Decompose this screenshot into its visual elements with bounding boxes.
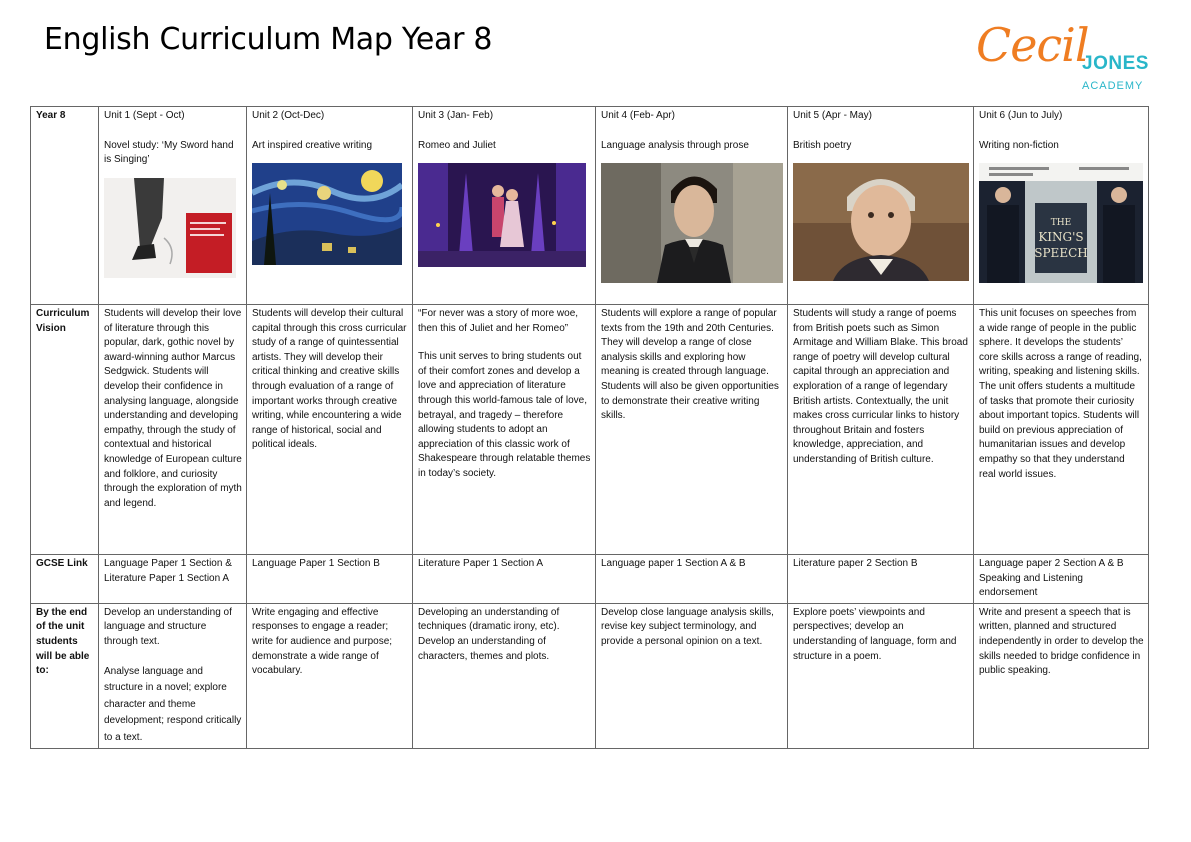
vision-cell-6: This unit focuses on speeches from a wide range of people in the public sphere. It develops the students’ core skills across a range of reading, writing, speaking and listening skills. The unit offers students a multitude of tasks that promote their curiosity about important topics. Students will build on previous appreciation of humanitarian issues and develop empathy so that they understand real world issues.	[974, 305, 1149, 555]
table-row-outcomes	[31, 603, 1149, 748]
unit-4-header	[596, 107, 788, 305]
victorian-portrait-image	[601, 163, 783, 283]
book-cover-image	[104, 178, 242, 278]
table-row-units	[31, 107, 1149, 305]
outcomes-cell-1	[99, 603, 247, 748]
row-label-gcse: GCSE Link	[31, 555, 99, 604]
unit-3-header	[413, 107, 596, 305]
outcomes-cell-3: Developing an understanding of techniques (dramatic irony, etc). Develop an understanding of characters, themes and plots.	[413, 603, 596, 748]
svg-text:KING'S: KING'S	[1038, 230, 1084, 245]
svg-text:SPEECH: SPEECH	[1034, 246, 1088, 261]
unit-6-topic: Writing non-fiction	[979, 139, 1059, 151]
gcse-cell-2: Language Paper 1 Section B	[247, 555, 413, 604]
unit-1-header	[99, 107, 247, 305]
unit-3-topic: Romeo and Juliet	[418, 139, 496, 151]
kings-speech-poster-image	[979, 163, 1144, 283]
unit-2-title: Unit 2 (Oct-Dec)	[252, 110, 325, 121]
gcse-cell-3: Literature Paper 1 Section A	[413, 555, 596, 604]
unit-2-header	[247, 107, 413, 305]
unit-5-title: Unit 5 (Apr - May)	[793, 110, 872, 121]
unit-4-title: Unit 4 (Feb- Apr)	[601, 110, 675, 121]
unit-5-topic: British poetry	[793, 139, 852, 151]
vision-cell-4-extra: Students will also be given opportunities to demonstrate their creative writing skills.	[601, 380, 779, 422]
gcse-cell-4: Language paper 1 Section A & B	[596, 555, 788, 604]
logo-jones-text: JONES	[1082, 53, 1149, 74]
page-title: English Curriculum Map Year 8	[44, 22, 493, 57]
table-row-gcse	[31, 555, 1149, 604]
svg-text:THE: THE	[1050, 218, 1072, 229]
unit-1-topic: Novel study: ‘My Sword hand is Singing’	[104, 139, 234, 166]
logo-academy-text: ACADEMY	[1082, 80, 1144, 92]
corner-cell: Year 8	[31, 107, 99, 305]
vision-cell-3-body: This unit serves to bring students out of their comfort zones and develop a love and appreciation of literature through this world-famous tale of love, betrayal, and tragedy – therefore allowing students to adopt an appreciation of this classic work of Shakespeare through relatable themes in today’s society.	[418, 351, 591, 479]
unit-1-title: Unit 1 (Sept - Oct)	[104, 110, 185, 121]
romeo-juliet-stage-image	[418, 163, 591, 267]
outcomes-cell-4: Develop close language analysis skills, revise key subject terminology, and provide a personal opinion on a text.	[596, 603, 788, 748]
outcomes-cell-5: Explore poets’ viewpoints and perspectives; develop an understanding of language, form and structure in a poem.	[788, 603, 974, 748]
vision-cell-3	[413, 305, 596, 555]
vision-cell-5: Students will study a range of poems from British poets such as Simon Armitage and William Blake. This broad range of poetry will develop cultural capital through an appreciation and exploration of a range of legendary British artists. Contextually, the unit makes cross curricular links to history throughout Britain and fosters knowledge, appreciation, and understanding of British culture.	[788, 305, 974, 555]
outcomes-cell-1-extra: Analyse language and structure in a novel; explore character and theme development; respond critically to a text.	[104, 665, 242, 743]
gcse-cell-6: Language paper 2 Section A & B Speaking and Listening endorsement	[974, 555, 1149, 604]
unit-3-title: Unit 3 (Jan- Feb)	[418, 110, 494, 121]
unit-5-header	[788, 107, 974, 305]
vision-cell-4-body: Students will explore a range of popular texts from the 19th and 20th Centuries. They will develop a range of close analysis skills and exploring how meaning is created through language.	[601, 308, 777, 378]
row-label-vision: Curriculum Vision	[31, 305, 99, 555]
outcomes-cell-6: Write and present a speech that is written, planned and structured independently in order to develop the skills needed to bridge confidence in public speaking.	[974, 603, 1149, 748]
vision-cell-2: Students will develop their cultural capital through this cross curricular study of a range of quintessential artists. They will develop their critical thinking and creative skills through evaluation of a range of important works through creative writing, while encountering a wide range of historical, social and political ideals.	[247, 305, 413, 555]
unit-6-title: Unit 6 (Jun to July)	[979, 110, 1063, 121]
outcomes-cell-2: Write engaging and effective responses to engage a reader; write for audience and purpose; demonstrate a wide range of vocabulary.	[247, 603, 413, 748]
gcse-cell-1: Language Paper 1 Section & Literature Paper 1 Section A	[99, 555, 247, 604]
unit-6-header	[974, 107, 1149, 305]
outcomes-cell-1-body: Develop an understanding of language and structure through text.	[104, 606, 232, 647]
unit-4-topic: Language analysis through prose	[601, 139, 749, 151]
vision-cell-3-quote: “For never was a story of more woe, then this of Juliet and her Romeo”	[418, 308, 579, 334]
starry-night-painting-image	[252, 163, 408, 265]
poet-portrait-image	[793, 163, 969, 281]
school-logo	[976, 18, 1149, 94]
vision-cell-1: Students will develop their love of literature through this popular, dark, gothic novel by award-winning author Marcus Sedgwick. Students will develop their confidence in analysing language, alongside understanding and developing empathy, through the study of contextual and historical knowledge of European culture and folklore, and curiosity through the exploration of myth and legend.	[99, 305, 247, 555]
gcse-cell-5: Literature paper 2 Section B	[788, 555, 974, 604]
vision-cell-4	[596, 305, 788, 555]
unit-2-topic: Art inspired creative writing	[252, 139, 373, 151]
logo-cecil-text: Cecil	[976, 18, 1089, 72]
row-label-outcomes: By the end of the unit students will be able to:	[31, 603, 99, 748]
curriculum-table	[30, 106, 1149, 749]
table-row-vision	[31, 305, 1149, 555]
